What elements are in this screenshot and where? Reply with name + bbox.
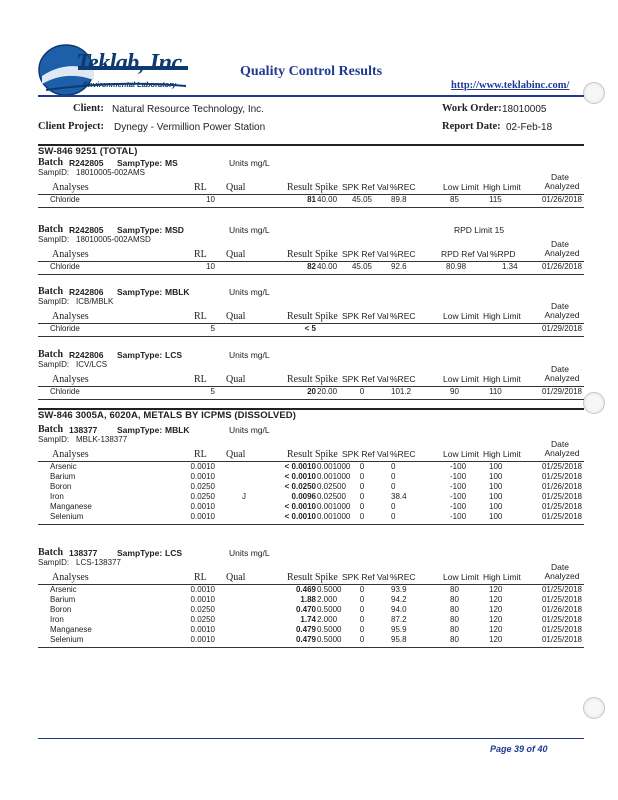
rec-value: 94.0 <box>391 605 407 614</box>
result-value: < 0.0250 <box>284 482 316 491</box>
col-qual: Qual <box>226 249 246 260</box>
units-label: Units mg/L <box>229 548 270 558</box>
analyte-name: Chloride <box>50 387 80 396</box>
samptype-label: SampType: <box>117 350 163 360</box>
sampid-value: ICB/MBLK <box>76 297 114 306</box>
analyzed-date: 01/25/2018 <box>541 512 582 521</box>
spk-ref-value: 0 <box>359 615 365 624</box>
rec-value: 87.2 <box>391 615 407 624</box>
header-rule <box>38 95 584 97</box>
punch-hole-top <box>583 82 605 104</box>
col-analyses: Analyses <box>52 449 89 460</box>
report-date-label: Report Date: <box>442 121 501 132</box>
rl-value: 0.0250 <box>190 605 215 614</box>
rl-value: 0.0010 <box>190 625 215 634</box>
result-value: 20 <box>307 387 316 396</box>
col-rl: RL <box>194 449 207 460</box>
rec-value: 38.4 <box>391 492 407 501</box>
punch-hole-bottom <box>583 697 605 719</box>
result-value: < 5 <box>304 324 316 333</box>
col-rec: %REC <box>390 572 416 582</box>
page-title: Quality Control Results <box>240 64 383 79</box>
sampid-label: SampID: <box>38 297 70 306</box>
company-logo <box>36 40 196 96</box>
col-result: Result <box>287 449 313 460</box>
sampid-label: SampID: <box>38 235 70 244</box>
col-spk-ref: SPK Ref Val <box>342 249 389 259</box>
col-analyses: Analyses <box>52 374 89 385</box>
client-label: Client: <box>73 103 104 114</box>
col-result: Result <box>287 374 313 385</box>
col-low: Low Limit <box>443 182 479 192</box>
rec-value: 0 <box>391 512 396 521</box>
analyte-name: Boron <box>50 605 72 614</box>
low-limit-value: 80 <box>450 635 459 644</box>
col-qual: Qual <box>226 374 246 385</box>
spike-value: 0.02500 <box>317 492 346 501</box>
col-spike: Spike <box>315 311 338 322</box>
col-analyzed: Analyzed <box>544 310 580 320</box>
spk-ref-value: 0 <box>359 482 365 491</box>
col-result: Result <box>287 182 313 193</box>
col-low: Low Limit <box>443 572 479 582</box>
analyzed-date: 01/26/2018 <box>541 195 582 204</box>
rl-value: 5 <box>210 387 215 396</box>
rl-value: 0.0010 <box>190 595 215 604</box>
client-value: Natural Resource Technology, Inc. <box>112 104 264 115</box>
rec-value: 0 <box>391 482 396 491</box>
low-limit-value: 90 <box>450 387 459 396</box>
rl-value: 0.0250 <box>190 482 215 491</box>
rec-value: 89.8 <box>391 195 407 204</box>
rl-value: 0.0010 <box>190 472 215 481</box>
logo-subtext: Environmental Laboratory <box>83 80 177 89</box>
units-label: Units mg/L <box>229 287 270 297</box>
spk-ref-value: 45.05 <box>351 195 373 204</box>
rec-value: 0 <box>391 462 396 471</box>
high-limit-value: 110 <box>489 387 502 396</box>
analyte-name: Manganese <box>50 502 92 511</box>
spike-value: 0.001000 <box>317 512 351 521</box>
high-limit-value: 100 <box>489 462 503 471</box>
punch-hole-middle <box>583 392 605 414</box>
analyte-name: Arsenic <box>50 585 77 594</box>
col-low: Low Limit <box>443 374 479 384</box>
col-rec: %REC <box>390 249 416 259</box>
divider <box>38 386 584 387</box>
result-value: 0.0096 <box>291 492 316 501</box>
units-label: Units mg/L <box>229 158 270 168</box>
spike-value: 20.00 <box>317 387 338 396</box>
col-analyzed: Analyzed <box>544 448 580 458</box>
analyte-name: Arsenic <box>50 462 77 471</box>
batch-label: Batch <box>38 224 63 235</box>
sampid-label: SampID: <box>38 435 70 444</box>
low-limit-value: -100 <box>450 472 467 481</box>
sampid-value: 18010005-002AMSD <box>76 235 151 244</box>
result-value: 82 <box>307 262 316 271</box>
col-spike: Spike <box>315 249 338 260</box>
samptype-value: MBLK <box>165 425 190 435</box>
high-limit-value: 120 <box>489 585 503 594</box>
batch-label: Batch <box>38 157 63 168</box>
rl-value: 5 <box>210 324 215 333</box>
rec-value: 0 <box>391 502 396 511</box>
spike-value: 0.5000 <box>317 585 342 594</box>
col-rl: RL <box>194 311 207 322</box>
result-value: < 0.0010 <box>284 472 316 481</box>
col-analyses: Analyses <box>52 572 89 583</box>
high-limit-value: 100 <box>489 512 503 521</box>
batch-label: Batch <box>38 286 63 297</box>
spike-value: 40.00 <box>317 195 338 204</box>
low-limit-value: 80 <box>450 615 459 624</box>
divider <box>38 584 584 585</box>
spike-value: 2.000 <box>317 595 338 604</box>
col-qual: Qual <box>226 311 246 322</box>
col-qual: Qual <box>226 182 246 193</box>
sampid-value: 18010005-002AMS <box>76 168 145 177</box>
rec-value: 101.2 <box>391 387 412 396</box>
analyzed-date: 01/26/2018 <box>541 605 582 614</box>
result-value: 0.469 <box>295 585 316 594</box>
high-limit-value: 100 <box>489 472 503 481</box>
divider <box>38 261 584 262</box>
spk-ref-value: 0 <box>359 635 365 644</box>
spk-ref-value: 0 <box>359 387 365 396</box>
units-label: Units mg/L <box>229 425 270 435</box>
col-high: High Limit <box>483 374 521 384</box>
col-rpd-ref: RPD Ref Val <box>441 249 489 259</box>
analyte-name: Boron <box>50 482 72 491</box>
spk-ref-value: 0 <box>359 472 365 481</box>
spike-value: 0.001000 <box>317 502 351 511</box>
analyte-name: Selenium <box>50 635 84 644</box>
analyzed-date: 01/25/2018 <box>541 462 582 471</box>
spk-ref-value: 0 <box>359 585 365 594</box>
col-date: Date <box>551 364 569 374</box>
divider <box>38 524 584 525</box>
divider <box>38 336 584 337</box>
rec-value: 0 <box>391 472 396 481</box>
high-limit-value: 120 <box>489 635 503 644</box>
divider <box>38 399 584 400</box>
col-high: High Limit <box>483 311 521 321</box>
report-date-value: 02-Feb-18 <box>506 122 553 133</box>
high-limit-value: 120 <box>489 615 503 624</box>
spk-ref-value: 0 <box>359 605 365 614</box>
low-limit-value: -100 <box>450 462 467 471</box>
batch-label: Batch <box>38 349 63 360</box>
col-spk-ref: SPK Ref Val <box>342 572 389 582</box>
spk-ref-value: 0 <box>359 512 365 521</box>
batch-id: 138377 <box>69 425 98 435</box>
col-low: Low Limit <box>443 311 479 321</box>
work-order-value: 18010005 <box>502 104 547 115</box>
col-high: High Limit <box>483 572 521 582</box>
low-limit-value: -100 <box>450 482 467 491</box>
spk-ref-value: 0 <box>359 492 365 501</box>
col-spike: Spike <box>315 572 338 583</box>
rec-value: 95.9 <box>391 625 407 634</box>
spk-ref-value: 0 <box>359 595 365 604</box>
section-title: SW-846 3005A, 6020A, METALS BY ICPMS (DISSOLVED) <box>38 410 297 421</box>
result-value: 1.74 <box>300 615 316 624</box>
col-spk-ref: SPK Ref Val <box>342 449 389 459</box>
analyzed-date: 01/29/2018 <box>541 324 582 333</box>
high-limit-value: 100 <box>489 502 503 511</box>
spike-value: 0.5000 <box>317 605 342 614</box>
result-value: 0.479 <box>295 635 316 644</box>
spk-ref-value: 0 <box>359 502 365 511</box>
result-value: < 0.0010 <box>284 462 316 471</box>
result-value: 0.479 <box>295 625 316 634</box>
batch-id: R242806 <box>69 287 104 297</box>
low-limit-value: 80.98 <box>446 262 467 271</box>
section-title: SW-846 9251 (TOTAL) <box>38 146 138 157</box>
samptype-label: SampType: <box>117 548 163 558</box>
logo-text: Teklab, Inc. <box>76 50 188 76</box>
col-high: High Limit <box>483 182 521 192</box>
low-limit-value: -100 <box>450 502 467 511</box>
col-spike: Spike <box>315 182 338 193</box>
col-result: Result <box>287 572 313 583</box>
result-value: 1.88 <box>300 595 316 604</box>
low-limit-value: -100 <box>450 492 467 501</box>
samptype-value: LCS <box>165 350 182 360</box>
col-date: Date <box>551 562 569 572</box>
divider <box>38 323 584 324</box>
spike-value: 0.5000 <box>317 625 342 634</box>
high-limit-value: 120 <box>489 595 503 604</box>
analyzed-date: 01/26/2018 <box>541 262 582 271</box>
col-analyzed: Analyzed <box>544 373 580 383</box>
col-analyzed: Analyzed <box>544 181 580 191</box>
analyzed-date: 01/29/2018 <box>541 387 582 396</box>
project-label: Client Project: <box>38 121 104 132</box>
result-value: < 0.0010 <box>284 502 316 511</box>
result-value: 81 <box>307 195 316 204</box>
analyte-name: Chloride <box>50 324 80 333</box>
samptype-value: LCS <box>165 548 182 558</box>
analyzed-date: 01/25/2018 <box>541 472 582 481</box>
col-qual: Qual <box>226 449 246 460</box>
spike-value: 0.02500 <box>317 482 346 491</box>
samptype-value: MS <box>165 158 178 168</box>
analyzed-date: 01/25/2018 <box>541 492 582 501</box>
batch-id: 138377 <box>69 548 98 558</box>
col-rec: %REC <box>390 311 416 321</box>
batch-label: Batch <box>38 547 63 558</box>
sampid-label: SampID: <box>38 360 70 369</box>
col-rec: %REC <box>390 449 416 459</box>
col-rec: %REC <box>390 182 416 192</box>
analyte-name: Selenium <box>50 512 84 521</box>
batch-label: Batch <box>38 424 63 435</box>
low-limit-value: 85 <box>450 195 459 204</box>
rec-value: 94.2 <box>391 595 407 604</box>
spike-value: 2.000 <box>317 615 338 624</box>
high-limit-value: 1.34 <box>502 262 518 271</box>
high-limit-value: 120 <box>489 625 503 634</box>
sampid-value: MBLK-138377 <box>76 435 128 444</box>
col-result: Result <box>287 311 313 322</box>
high-limit-value: 100 <box>489 482 503 491</box>
col-analyses: Analyses <box>52 249 89 260</box>
rec-value: 92.6 <box>391 262 407 271</box>
sampid-value: LCS-138377 <box>76 558 121 567</box>
rec-value: 93.9 <box>391 585 407 594</box>
divider <box>38 461 584 462</box>
low-limit-value: -100 <box>450 512 467 521</box>
rl-value: 0.0010 <box>190 635 215 644</box>
divider <box>38 274 584 275</box>
high-limit-value: 115 <box>489 195 502 204</box>
col-date: Date <box>551 301 569 311</box>
rl-value: 0.0010 <box>190 462 215 471</box>
samptype-label: SampType: <box>117 225 163 235</box>
rl-value: 10 <box>206 262 215 271</box>
divider <box>38 207 584 208</box>
analyzed-date: 01/25/2018 <box>541 502 582 511</box>
footer-rule <box>38 738 584 739</box>
high-limit-value: 120 <box>489 605 503 614</box>
spike-value: 0.001000 <box>317 472 351 481</box>
samptype-label: SampType: <box>117 425 163 435</box>
batch-id: R242805 <box>69 225 104 235</box>
result-value: 0.470 <box>295 605 316 614</box>
project-value: Dynegy - Vermillion Power Station <box>114 122 266 133</box>
batch-id: R242806 <box>69 350 104 360</box>
col-spk-ref: SPK Ref Val <box>342 311 389 321</box>
col-spike: Spike <box>315 374 338 385</box>
col-spk-ref: SPK Ref Val <box>342 374 389 384</box>
spk-ref-value: 0 <box>359 625 365 634</box>
spike-value: 0.5000 <box>317 635 342 644</box>
spike-value: 0.001000 <box>317 462 351 471</box>
divider <box>38 194 584 195</box>
spike-value: 40.00 <box>317 262 338 271</box>
samptype-label: SampType: <box>117 158 163 168</box>
col-rpd: %RPD <box>490 249 516 259</box>
analyzed-date: 01/26/2018 <box>541 482 582 491</box>
analyzed-date: 01/25/2018 <box>541 585 582 594</box>
analyte-name: Chloride <box>50 195 80 204</box>
spk-ref-value: 0 <box>359 462 365 471</box>
website-link[interactable]: http://www.teklabinc.com/ <box>451 80 570 91</box>
samptype-value: MSD <box>165 225 184 235</box>
high-limit-value: 100 <box>489 492 503 501</box>
analyte-name: Iron <box>50 615 64 624</box>
analyte-name: Iron <box>50 492 64 501</box>
sampid-label: SampID: <box>38 168 70 177</box>
divider <box>38 647 584 648</box>
analyzed-date: 01/25/2018 <box>541 615 582 624</box>
low-limit-value: 80 <box>450 605 459 614</box>
rl-value: 0.0010 <box>190 512 215 521</box>
sampid-value: ICV/LCS <box>76 360 108 369</box>
analyzed-date: 01/25/2018 <box>541 625 582 634</box>
analyte-name: Barium <box>50 472 76 481</box>
rec-value: 95.8 <box>391 635 407 644</box>
col-analyzed: Analyzed <box>544 248 580 258</box>
low-limit-value: 80 <box>450 585 459 594</box>
col-rl: RL <box>194 249 207 260</box>
units-label: Units mg/L <box>229 225 270 235</box>
rl-value: 0.0250 <box>190 492 215 501</box>
col-rl: RL <box>194 374 207 385</box>
analyzed-date: 01/25/2018 <box>541 595 582 604</box>
col-spike: Spike <box>315 449 338 460</box>
col-rl: RL <box>194 182 207 193</box>
col-spk-ref: SPK Ref Val <box>342 182 389 192</box>
analyzed-date: 01/25/2018 <box>541 635 582 644</box>
col-qual: Qual <box>226 572 246 583</box>
analyte-name: Barium <box>50 595 76 604</box>
col-date: Date <box>551 439 569 449</box>
col-result: Result <box>287 249 313 260</box>
low-limit-value: 80 <box>450 595 459 604</box>
sampid-label: SampID: <box>38 558 70 567</box>
samptype-value: MBLK <box>165 287 190 297</box>
rl-value: 0.0010 <box>190 502 215 511</box>
col-analyses: Analyses <box>52 311 89 322</box>
analyte-name: Chloride <box>50 262 80 271</box>
rl-value: 10 <box>206 195 215 204</box>
units-label: Units mg/L <box>229 350 270 360</box>
col-low: Low Limit <box>443 449 479 459</box>
low-limit-value: 80 <box>450 625 459 634</box>
rpd-limit-label: RPD Limit 15 <box>454 225 505 235</box>
rl-value: 0.0250 <box>190 615 215 624</box>
col-analyzed: Analyzed <box>544 571 580 581</box>
col-rl: RL <box>194 572 207 583</box>
col-analyses: Analyses <box>52 182 89 193</box>
qual-value: J <box>242 492 246 501</box>
page-number: Page 39 of 40 <box>490 744 548 754</box>
col-high: High Limit <box>483 449 521 459</box>
samptype-label: SampType: <box>117 287 163 297</box>
col-rec: %REC <box>390 374 416 384</box>
result-value: < 0.0010 <box>284 512 316 521</box>
col-date: Date <box>551 172 569 182</box>
col-date: Date <box>551 239 569 249</box>
spk-ref-value: 45.05 <box>351 262 373 271</box>
rl-value: 0.0010 <box>190 585 215 594</box>
analyte-name: Manganese <box>50 625 92 634</box>
work-order-label: Work Order: <box>442 103 502 114</box>
batch-id: R242805 <box>69 158 104 168</box>
